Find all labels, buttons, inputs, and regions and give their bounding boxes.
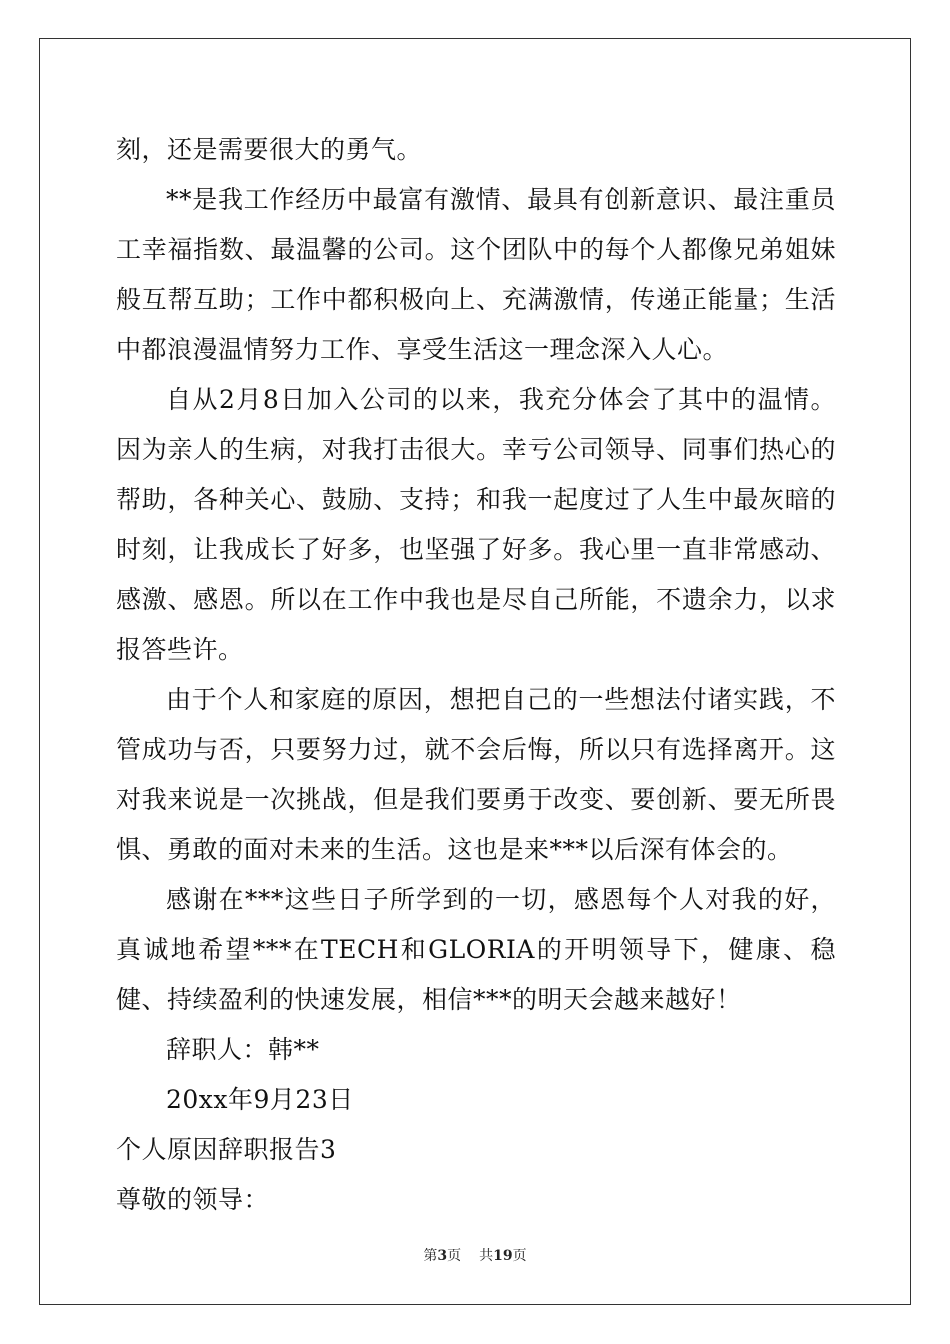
date-line: 20xx年9月23日 — [166, 1085, 354, 1114]
section-title: 个人原因辞职报告3 — [116, 1135, 337, 1164]
page-footer — [0, 1246, 950, 1266]
paragraph-5: 感谢在***这些日子所学到的一切，感恩每个人对我的好，真诚地希望***在TECH和GLORIA的开明领导下，健康、稳健、持续盈利的快速发展，相信***的明天会越来越好！ — [116, 885, 836, 1014]
signature-line: 辞职人：韩** — [166, 1035, 320, 1064]
salutation: 尊敬的领导： — [116, 1185, 270, 1214]
paragraph-1: 刻，还是需要很大的勇气。 — [116, 135, 423, 164]
footer-prefix: 第 — [423, 1248, 438, 1264]
footer-total-suffix: 页 — [512, 1248, 527, 1264]
footer-page-number: 3 — [437, 1248, 448, 1264]
paragraph-4: 由于个人和家庭的原因，想把自己的一些想法付诸实践，不管成功与否，只要努力过，就不会后悔，所以只有选择离开。这对我来说是一次挑战，但是我们要勇于改变、要创新、要无所畏惧、勇敢的面对未来的生活。这也是来***以后深有体会的。 — [116, 685, 836, 864]
footer-page-suffix: 页 — [447, 1248, 462, 1264]
paragraph-2: **是我工作经历中最富有激情、最具有创新意识、最注重员工幸福指数、最温馨的公司。这个团队中的每个人都像兄弟姐妹般互帮互助；工作中都积极向上、充满激情，传递正能量；生活中都浪漫温情努力工作、享受生活这一理念深入人心。 — [116, 185, 836, 364]
paragraph-3: 自从2月8日加入公司的以来，我充分体会了其中的温情。因为亲人的生病，对我打击很大。幸亏公司领导、同事们热心的帮助，各种关心、鼓励、支持；和我一起度过了人生中最灰暗的时刻，让我成长了好多，也坚强了好多。我心里一直非常感动、感激、感恩。所以在工作中我也是尽自己所能，不遗余力，以求报答些许。 — [116, 385, 836, 664]
document-body — [116, 125, 836, 1225]
footer-total-pages: 19 — [493, 1248, 513, 1264]
footer-total-prefix: 共 — [479, 1248, 494, 1264]
